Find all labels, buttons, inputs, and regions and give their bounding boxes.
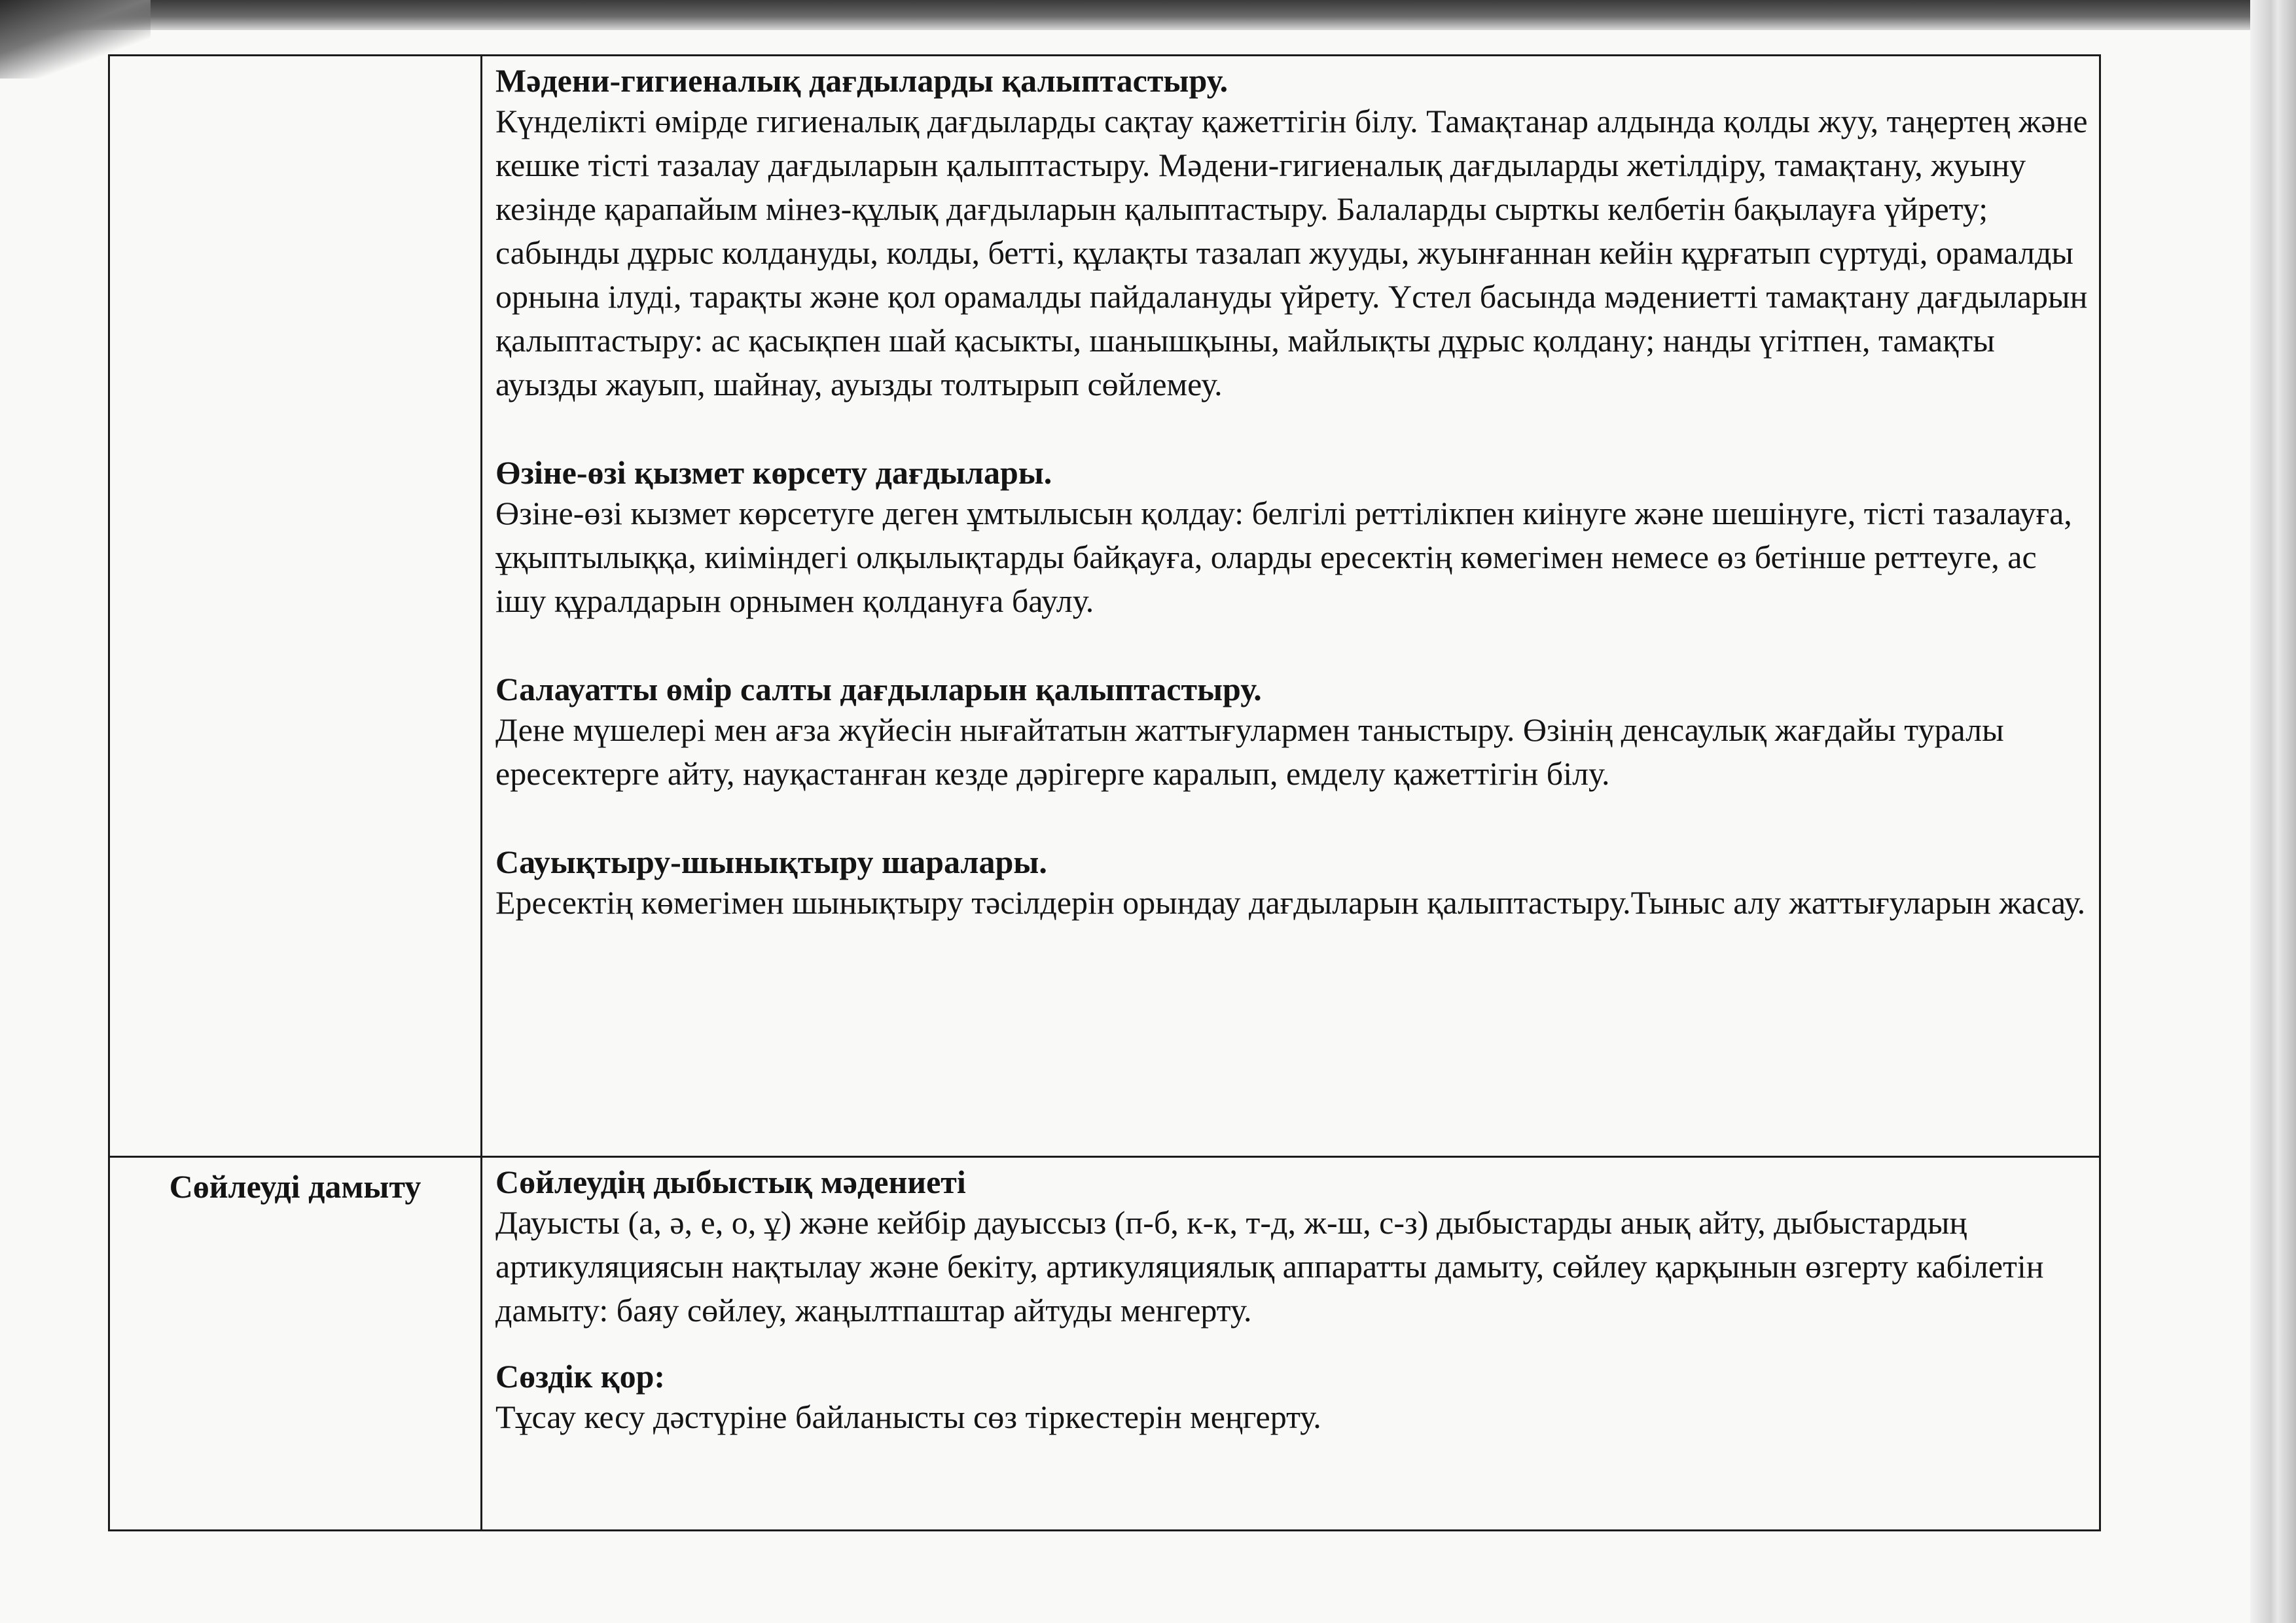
section-body: Дене мүшелері мен ағза жүйесін нығайтатын жаттығулармен таныстыру. Өзінің денсаулық жағдайы туралы ересектерге айту, науқастанған кезде дәрігерге каралып, емделу қажеттігін білу.	[495, 711, 2004, 792]
section-body: Дауысты (а, ә, е, о, ұ) және кейбір дауыссыз (п-б, к-к, т-д, ж-ш, с-з) дыбыстарды анық айту, дыбыстардың артикуляциясын нақтылау және бекіту, артикуляциялық аппаратты дамыту, сөйлеу қарқынын өзгерту кабілетін дамыту: баяу сөйлеу, жаңылтпаштар айтуды менгерту.	[495, 1204, 2044, 1329]
section-hygiene	[495, 62, 2091, 406]
section-body: Күнделікті өмірде гигиеналық дағдыларды сақтау қажеттігін білу. Тамақтанар алдында қолды жуу, таңертең және кешке тісті тазалау дағдыларын қалыптастыру. Мәдени-гигиеналық дағдыларды жетілдіру, тамақтану, жуыну кезінде қарапайым мінез-құлық дағдыларын қалыптастыру. Балаларды сырткы келбетін бақылауға үйрету; сабынды дұрыс колдануды, колды, бетті, құлақты тазалап жууды, жуынғаннан кейін құрғатып сүртуді, орамалды орнына ілуді, тарақты және қол орамалды пайдалануды үйрету. Үстел басында мәдениетті тамақтану дағдыларын қалыптастыру: ас қасықпен шай қасыкты, шанышқыны, майлықты дұрыс қолдану; нанды үгітпен, тамақты ауызды жауып, шайнау, ауызды толтырып сөйлемеу.	[495, 103, 2088, 402]
table-row	[109, 56, 2100, 1157]
subject-label: Сөйлеуді дамыту	[169, 1168, 422, 1205]
section-heading: Салауатты өмір салты дағдыларын қалыптастыру.	[495, 671, 1262, 707]
section-sound-culture	[495, 1163, 2091, 1332]
scanner-shadow-top	[0, 0, 2296, 30]
content-cell	[482, 56, 2100, 1157]
table-row	[109, 1157, 2100, 1531]
subject-cell	[109, 1157, 482, 1531]
section-self-service	[495, 454, 2091, 623]
section-heading: Сөйлеудің дыбыстық мәдениеті	[495, 1164, 966, 1200]
section-healthy-lifestyle	[495, 670, 2091, 796]
section-body: Ересектің көмегімен шынықтыру тәсілдерін орындау дағдыларын қалыптастыру.Тыныс алу жаттығуларын жасау.	[495, 884, 2086, 921]
content-cell	[482, 1157, 2100, 1531]
subject-cell	[109, 56, 482, 1157]
section-body: Өзіне-өзі кызмет көрсетуге деген ұмтылысын қолдау: белгілі реттілікпен киінуге және шешінуге, тісті тазалауға, ұқыптылыққа, киіміндегі олқылықтарды байқауға, оларды ересектің көмегімен немесе өз бетінше реттеуге, ас ішу құралдарын орнымен қолдануға баулу.	[495, 495, 2072, 619]
section-heading: Мәдени-гигиеналық дағдыларды қалыптастыру.	[495, 62, 1229, 99]
section-heading: Сөздік қор:	[495, 1358, 666, 1395]
section-vocabulary	[495, 1357, 2091, 1439]
section-body: Тұсау кесу дәстүріне байланысты сөз тіркестерін меңгерту.	[495, 1399, 1321, 1435]
curriculum-table	[108, 54, 2101, 1531]
section-heading: Өзіне-өзі қызмет көрсету дағдылары.	[495, 454, 1052, 491]
section-tempering	[495, 843, 2091, 925]
subject-label	[110, 56, 480, 65]
section-heading: Сауықтыру-шынықтыру шаралары.	[495, 844, 1047, 880]
page-stack-edge	[2250, 0, 2296, 1623]
